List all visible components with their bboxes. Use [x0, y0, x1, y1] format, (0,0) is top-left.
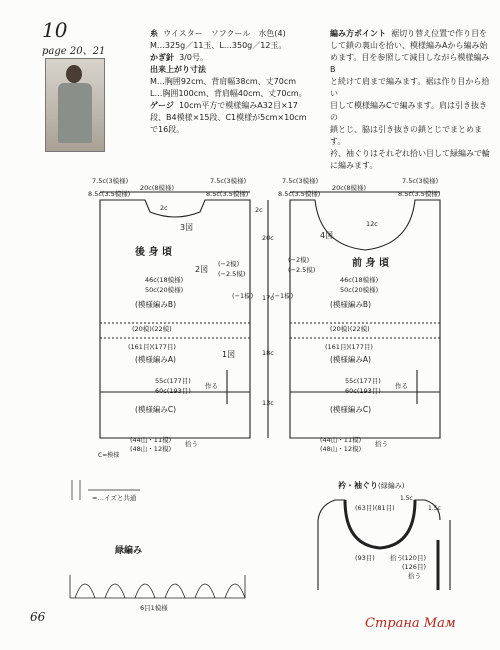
front-neck-depth: 12c [366, 220, 378, 228]
front-pattern-c: (模様編みC) [330, 405, 372, 414]
back-shoulder-right: 7.5c(3模様) [210, 177, 247, 185]
collar-width1: 1.5c [400, 495, 413, 502]
collar-top-count: (63目)(81目) [355, 504, 395, 512]
back-cast-l: 60c(193目) [155, 387, 191, 395]
front-hem-note: 拾う [375, 440, 388, 448]
armhole-count-l: (126目) [402, 563, 426, 571]
center-dim-2c: 2c [255, 206, 263, 214]
front-row20: (20模)(22模) [330, 325, 370, 333]
front-cast-note: 作る [395, 382, 408, 390]
front-width-m: 46c(18模様) [340, 276, 379, 284]
back-neck-width: 20c(8模様) [140, 184, 175, 192]
front-cast-l: 60c(193目) [345, 387, 381, 395]
points-line6: 鎖とじ、脇は引き抜きの鎖とじでまとめます。 [330, 125, 482, 146]
back-width-l: 50c(20模様) [145, 286, 184, 294]
size-m: M…胸囲92cm、背肩幅38cm、丈70cm [150, 77, 297, 86]
front-fig4-label: 4図 [320, 231, 334, 240]
points-line2: して鎖の裏山を拾い、模様編みAから編み始 [330, 41, 488, 50]
points-line4: と続けて肩まで編みます。裾は作り目から拾い [330, 77, 490, 98]
back-row20: (20模)(22模) [132, 325, 172, 333]
back-dec3: (−1模) [232, 292, 254, 300]
back-dec: (−2模) [218, 260, 240, 268]
back-shoulder-left-l: 8.5c(3.5模様) [88, 190, 131, 198]
yarn-value: ウイスター ソフクール 水色(4) [163, 29, 286, 38]
back-row161: (161目)(177目) [128, 343, 176, 351]
collar-mid-count: (93目) [355, 554, 375, 562]
gauge-b: 段、B4模様×15段、C1模様が5cm×10cm [150, 113, 307, 122]
front-hem-m: (44山・11模) [320, 436, 362, 444]
back-fig1-label: 1図 [222, 350, 236, 359]
back-fig2-label: 2図 [195, 265, 209, 274]
back-cast-m: 55c(177目) [155, 377, 191, 385]
center-dim-13c: 13c [262, 399, 274, 407]
front-dec2: (−2.5模) [288, 266, 316, 274]
watermark-logo: Страна Мам [365, 616, 456, 631]
front-hem-l: (48山・12模) [320, 445, 362, 453]
page-reference: page 20、21 [42, 46, 106, 57]
back-dec2: (−2.5模) [218, 270, 246, 278]
back-fig3-label: 3図 [180, 223, 194, 232]
yarn-amount: M…325g／11玉、L…350g／12玉。 [150, 41, 287, 50]
points-line5: 目して模様編みCで編みます。肩は引き抜きの [330, 101, 487, 122]
yarn-label: 糸 [150, 29, 158, 38]
gauge-a: 10cm平方で模様編みA32目×17 [178, 101, 298, 110]
gauge-c: で16段。 [150, 125, 185, 134]
points-line1: 裾切り替え位置で作り目を [391, 29, 488, 38]
back-hem-l: (48山・12模) [130, 445, 172, 453]
collar-subtitle: (緑編み) [378, 482, 405, 490]
front-dec: (−2模) [288, 256, 310, 264]
edging-title: 緑編み [115, 546, 143, 556]
size-label: 出来上がり寸法 [150, 65, 206, 74]
front-shoulder-left: 7.5c(3模様) [282, 177, 319, 185]
back-pattern-b: (模様編みB) [135, 300, 176, 309]
back-cast-note: 作る [205, 382, 218, 390]
hook-label: かぎ針 [150, 53, 174, 62]
front-pattern-a: (模様編みA) [330, 355, 371, 364]
front-width-l: 50c(20模様) [340, 286, 379, 294]
points-title: 編み方ポイント [330, 29, 386, 38]
front-shoulder-left-l: 8.5c(3.5模様) [278, 190, 321, 198]
points-line3: めます。目を参照して減目しながら模様編みB [330, 53, 490, 74]
back-c-note: C=模様 [98, 452, 120, 459]
front-cast-m: 55c(177目) [345, 377, 381, 385]
front-neck-width: 20c(8模様) [332, 184, 367, 192]
front-dec3: (−1模) [272, 292, 294, 300]
back-hem-m: (44山・11模) [130, 436, 172, 444]
size-l: L…胸囲100cm、背肩幅40cm、丈70cm。 [150, 89, 307, 98]
front-title: 前 身 頃 [352, 258, 389, 269]
gauge-label: ゲージ [150, 101, 174, 110]
front-pattern-b: (模様編みB) [330, 300, 371, 309]
armhole-count-m: (120目) [402, 554, 426, 562]
back-neck-depth: 2c [160, 204, 168, 212]
points-line7: 衿、袖ぐりはそれぞれ拾い目して緑編みで輪 [330, 149, 490, 158]
back-shoulder-right-l: 8.5c(3.5模様) [206, 190, 249, 198]
center-dim-20c: 20c [262, 234, 274, 242]
pattern-number: 10 [42, 18, 68, 42]
edging-repeat: 6目1模様 [140, 604, 168, 612]
back-pattern-c: (模様編みC) [135, 405, 177, 414]
front-shoulder-right-l: 8.5c(3.5模様) [398, 190, 441, 198]
front-shoulder-right: 7.5c(3模様) [402, 177, 439, 185]
back-pattern-a: (模様編みA) [135, 355, 176, 364]
collar-outline [318, 500, 450, 590]
collar-width2: 1.5c [428, 505, 441, 512]
center-dim-17c: 17c [262, 294, 274, 302]
small-chart-note: =…イズと共通 [92, 494, 137, 502]
back-title: 後 身 頃 [135, 247, 172, 258]
back-hem-note: 拾う [185, 440, 198, 448]
collar-title: 衿・袖ぐり [338, 481, 378, 490]
points-line8: に編みます。 [330, 161, 378, 170]
center-dim-18c: 18c [262, 349, 274, 357]
edging-chart [70, 575, 245, 598]
front-row161: (161目)(177目) [325, 343, 373, 351]
hook-value: 3/0号。 [179, 53, 208, 62]
back-shoulder-left: 7.5c(3模様) [92, 177, 129, 185]
collar-mid-note: 拾う [390, 554, 403, 562]
back-width-m: 46c(18模様) [145, 276, 184, 284]
armhole-note: 拾う [408, 572, 421, 580]
page-number: 66 [30, 610, 46, 624]
